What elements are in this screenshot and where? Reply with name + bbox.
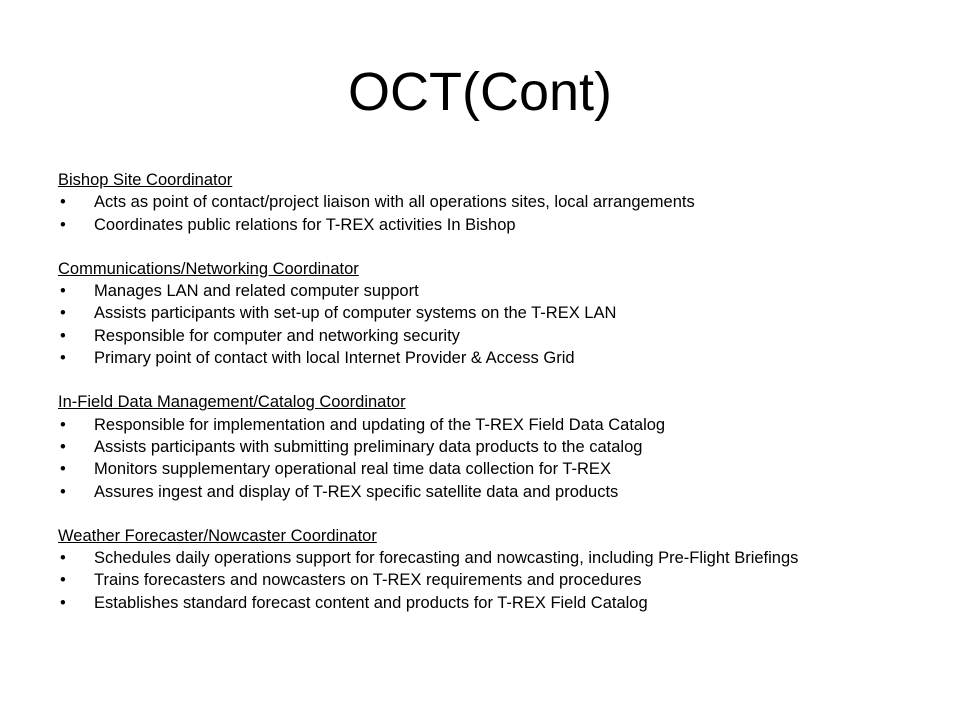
bullet-item — [58, 436, 938, 458]
bullet-list — [58, 547, 938, 614]
section-weather-forecaster-coordinator — [58, 525, 938, 614]
bullet-item — [58, 569, 938, 591]
bullet-icon: • — [60, 193, 66, 212]
slide-title: OCT(Cont) — [347, 62, 612, 122]
section-in-field-data-management-coordinator — [58, 391, 938, 502]
section-heading: Communications/Networking Coordinator — [58, 259, 359, 278]
section-heading: Bishop Site Coordinator — [58, 171, 233, 189]
bullet-text: Responsible for implementation and updating of the T-REX Field Data Catalog — [94, 415, 666, 434]
bullet-item — [58, 592, 938, 614]
section-heading: In-Field Data Management/Catalog Coordinator — [58, 393, 406, 412]
bullet-text: Schedules daily operations support for forecasting and nowcasting, including Pre-Flight Briefings — [94, 549, 799, 568]
bullet-icon: • — [60, 549, 66, 568]
bullet-icon: • — [60, 326, 66, 345]
bullet-item — [58, 347, 938, 369]
bullet-item — [58, 414, 938, 436]
bullet-text: Assures ingest and display of T-REX specific satellite data and products — [94, 482, 619, 501]
bullet-icon: • — [60, 215, 66, 234]
bullet-text: Responsible for computer and networking security — [94, 326, 460, 345]
bullet-text: Acts as point of contact/project liaison with all operations sites, local arrangements — [94, 193, 695, 212]
section-communications-networking-coordinator — [58, 258, 938, 369]
slide-content — [58, 169, 938, 636]
bullet-item — [58, 547, 938, 569]
bullet-icon: • — [60, 415, 66, 434]
bullet-text: Monitors supplementary operational real time data collection for T-REX — [94, 460, 611, 479]
bullet-icon: • — [60, 482, 66, 501]
bullet-item — [58, 214, 938, 236]
bullet-icon: • — [60, 349, 66, 368]
bullet-list — [58, 280, 938, 369]
bullet-icon: • — [60, 460, 66, 479]
section-heading: Weather Forecaster/Nowcaster Coordinator — [58, 526, 377, 545]
bullet-item — [58, 191, 938, 213]
bullet-text: Manages LAN and related computer support — [94, 282, 419, 301]
bullet-icon: • — [60, 593, 66, 612]
bullet-text: Coordinates public relations for T-REX activities In Bishop — [94, 215, 516, 234]
bullet-item — [58, 458, 938, 480]
bullet-icon: • — [60, 282, 66, 301]
bullet-item — [58, 481, 938, 503]
bullet-text: Establishes standard forecast content and products for T-REX Field Catalog — [94, 593, 648, 612]
bullet-text: Trains forecasters and nowcasters on T-REX requirements and procedures — [94, 571, 642, 590]
bullet-icon: • — [60, 571, 66, 590]
bullet-text: Primary point of contact with local Internet Provider & Access Grid — [94, 349, 575, 368]
bullet-item — [58, 325, 938, 347]
bullet-item — [58, 280, 938, 302]
bullet-icon: • — [60, 437, 66, 456]
bullet-list — [58, 191, 938, 236]
bullet-text: Assists participants with set-up of computer systems on the T-REX LAN — [94, 304, 617, 323]
bullet-icon: • — [60, 304, 66, 323]
bullet-item — [58, 302, 938, 324]
bullet-text: Assists participants with submitting preliminary data products to the catalog — [94, 437, 643, 456]
bullet-list — [58, 414, 938, 503]
section-bishop-site-coordinator — [58, 169, 938, 236]
